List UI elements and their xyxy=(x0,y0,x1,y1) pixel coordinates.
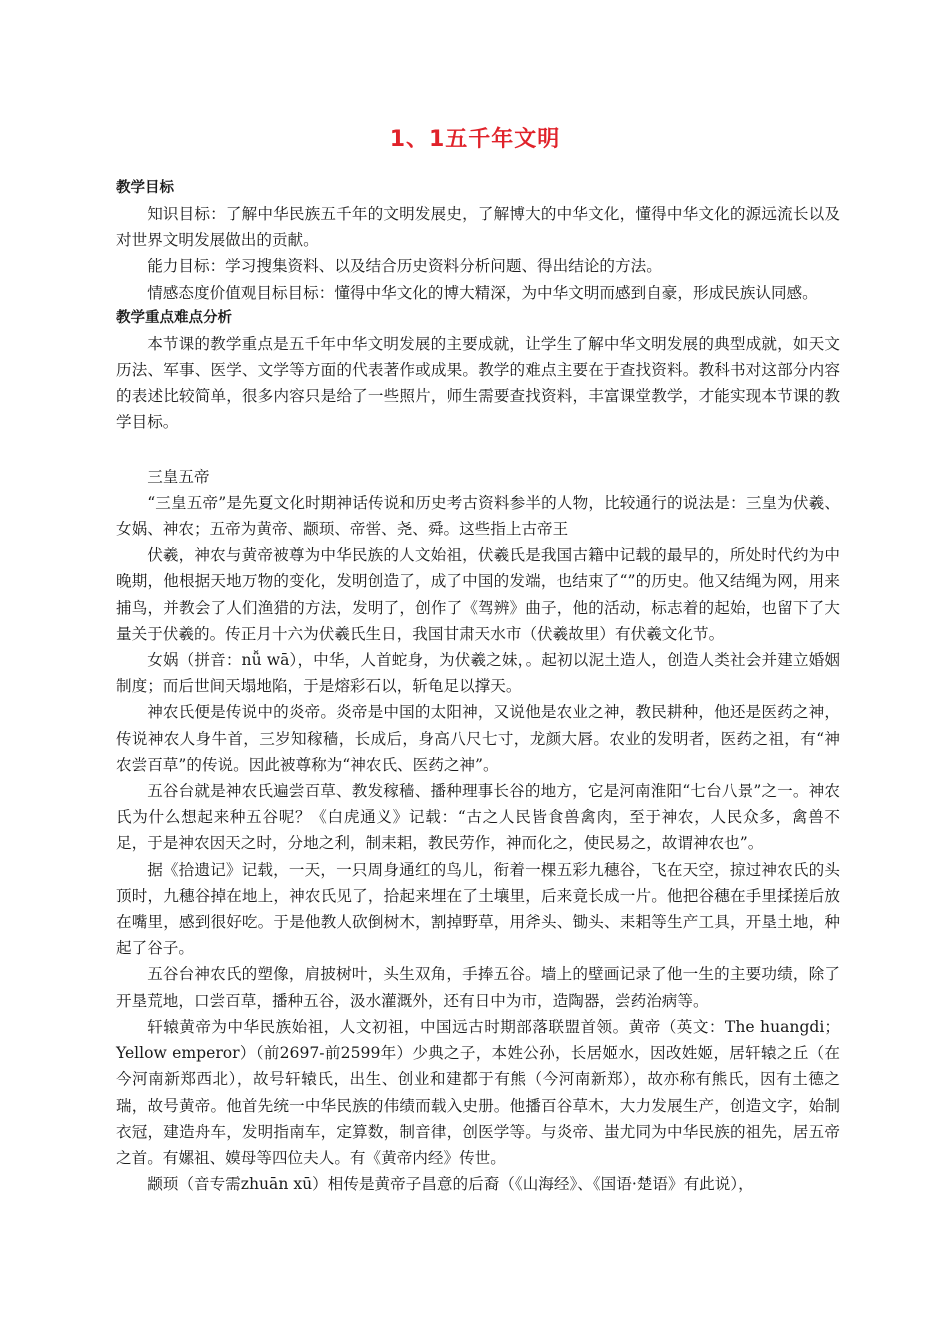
body-paragraph: “三皇五帝”是先夏文化时期神话传说和历史考古资料参半的人物，比较通行的说法是：三皇为伏羲、女娲、神农；五帝为黄帝、颛顼、帝喾、尧、舜。这些指上古帝王 xyxy=(116,493,840,539)
goal-paragraph: 知识目标：了解中华民族五千年的文明发展史，了解博大的中华文化，懂得中华文化的源远流长以及对世界文明发展做出的贡献。 xyxy=(116,205,840,250)
document-body xyxy=(116,176,840,1197)
body-paragraph: 据《拾遗记》记载，一天，一只周身通红的鸟儿，衔着一棵五彩九穗谷，飞在天空，掠过神农氏的头顶时，九穗谷掉在地上，神农氏见了，拾起来埋在了土壤里，后来竟长成一片。他把谷穗在手里揉搓后放在嘴里，感到很好吃。于是他教人砍倒树木，割掉野草，用斧头、锄头、耒耜等生产工具，开垦土地，种起了谷子。 xyxy=(116,860,840,958)
body-paragraph: 轩辕黄帝为中华民族始祖，人文初祖，中国远古时期部落联盟首领。黄帝（英文：The huangdi；Yellow emperor）（前2697-前2599年）少典之子，本姓公孙，长居姬水，因改姓姬，居轩辕之丘（在今河南新郑西北），故号轩辕氏，出生、创业和建都于有熊（今河南新郑），故亦称有熊氏，因有土德之瑞，故号黄帝。他首先统一中华民族的伟绩而载入史册。他播百谷草木，大力发展生产，创造文字，始制衣冠，建造舟车，发明指南车，定算数，制音律，创医学等。与炎帝、蚩尤同为中华民族的祖先，居五帝之首。有嫘祖、嫫母等四位夫人。有《黄帝内经》传世。 xyxy=(116,1017,840,1167)
goal-paragraph: 情感态度价值观目标目标：懂得中华文化的博大精深，为中华文明而感到自豪，形成民族认同感。 xyxy=(147,283,818,302)
analysis-paragraph: 本节课的教学重点是五千年中华文明发展的主要成就，让学生了解中华文明发展的典型成就，如天文历法、军事、医学、文学等方面的代表著作或成果。教学的难点主要在于查找资料。教科书对这部分内容的表述比较简单，很多内容只是给了一些照片，师生需要查找资料，丰富课堂教学，才能实现本节课的教学目标。 xyxy=(116,334,840,432)
body-paragraph: 五谷台神农氏的塑像，肩披树叶，头生双角，手捧五谷。墙上的壁画记录了他一生的主要功绩，除了开垦荒地，口尝百草，播种五谷，汲水灌溉外，还有日中为市，造陶器，尝药治病等。 xyxy=(116,965,840,1010)
body-paragraph: 女娲（拼音：nǚ wā），中华，人首蛇身，为伏羲之妹，。起初以泥土造人，创造人类社会并建立婚姻制度；而后世间天塌地陷，于是熔彩石以，斩龟足以撑天。 xyxy=(116,651,840,696)
spacer xyxy=(116,436,840,464)
section-subheading: 三皇五帝 xyxy=(147,467,210,486)
body-paragraph: 神农氏便是传说中的炎帝。炎帝是中国的太阳神，又说他是农业之神，教民耕种，他还是医药之神，传说神农人身牛首，三岁知稼穑，长成后，身高八尺七寸，龙颜大唇。农业的发明者，医药之祖，有“神农尝百草”的传说。因此被尊称为“神农氏、医药之神”。 xyxy=(116,703,840,774)
document-title: 1、1五千年文明 xyxy=(389,127,561,152)
body-paragraph: 颛顼（音专需zhuān xū）相传是黄帝子昌意的后裔（《山海经》、《国语·楚语》有此说）， xyxy=(147,1175,754,1194)
goals-heading: 教学目标 xyxy=(116,180,174,196)
body-paragraph: 伏羲，神农与黄帝被尊为中华民族的人文始祖，伏羲氏是我国古籍中记载的最早的，所处时代约为中晚期，他根据天地万物的变化，发明创造了，成了中国的发端，也结束了“”的历史。他又结绳为网，用来捕鸟，并教会了人们渔猎的方法，发明了，创作了《驾辨》曲子，他的活动，标志着的起始，也留下了大量关于伏羲的。传正月十六为伏羲氏生日，我国甘肃天水市（伏羲故里）有伏羲文化节。 xyxy=(116,546,840,643)
body-paragraph: 五谷台就是神农氏遍尝百草、教发稼穑、播种理事长谷的地方，它是河南淮阳“七台八景”之一。神农氏为什么想起来种五谷呢？《白虎通义》记载：“古之人民皆食兽禽肉，至于神农，人民众多，禽兽不足，于是神农因天之时，分地之利，制耒耜，教民劳作，神而化之，使民易之，故谓神农也”。 xyxy=(116,782,840,853)
goal-paragraph: 能力目标：学习搜集资料、以及结合历史资料分析问题、得出结论的方法。 xyxy=(147,257,662,276)
analysis-heading: 教学重点难点分析 xyxy=(116,309,232,326)
